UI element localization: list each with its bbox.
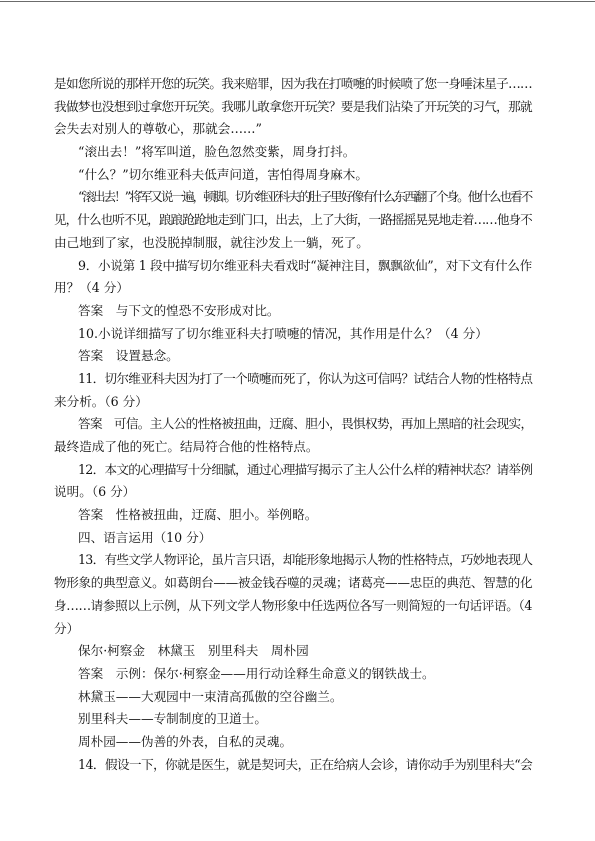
- document-body: [54, 73, 540, 776]
- text-line: 分）: [54, 620, 80, 636]
- question-9: 9．小说第 1 段中描写切尔维亚科夫看戏时“凝神注目，飘飘欲仙”，对下文有什么作: [78, 257, 532, 273]
- question-12: 12．本文的心理描写十分细腻，通过心理描写揭示了主人公什么样的精神状态？请举例: [78, 461, 533, 477]
- text-line: 最终造成了他的死亡。结局符合他的性格特点。: [54, 439, 319, 454]
- text-line: 物形象的典型意义。如葛朗台——被金钱吞噬的灵魂；诸葛亮——忠臣的典范、智慧的化: [54, 575, 533, 591]
- question-14: 14．假设一下，你就是医生，就是契诃夫，正在给病人会诊，请你动手为别里科夫“会: [78, 756, 533, 772]
- text-line: 来分析。（6 分）: [54, 393, 148, 409]
- text-line: 身……请参照以上示例，从下列文学人物形象中任选两位各写一则简短的一句话评语。（4: [54, 597, 532, 613]
- answer-13: 答案 示例：保尔·柯察金——用行动诠释生命意义的钢铁战士。: [78, 665, 435, 681]
- text-line: 见，什么也听不见，踉踉跄跄地走到门口，出去，上了大街，一路摇摇晃晃地走着……他身不: [54, 212, 532, 228]
- question-13: 13．有些文学人物评论，虽片言只语，却能形象地揭示人物的性格特点，巧妙地表现人: [78, 552, 533, 568]
- text-line: 林黛玉——大观园中一束清高孤傲的空谷幽兰。: [78, 688, 343, 704]
- text-line: 会失去对别人的尊敬心，那就会……”: [54, 121, 262, 137]
- question-11: 11．切尔维亚科夫因为打了一个喷嚏而死了，你认为这可信吗？试结合人物的性格特点: [78, 370, 533, 386]
- text-line: 由己地到了家，也没脱掉制服，就往沙发上一躺，死了。: [54, 234, 369, 250]
- text-line: 是如您所说的那样开您的玩笑。我来赔罪，因为我在打喷嚏的时候喷了您一身唾沫星子……: [54, 76, 533, 91]
- answer-9: 答案 与下文的惶恐不安形成对比。: [78, 302, 280, 318]
- text-line: 别里科夫——专制制度的卫道士。: [78, 711, 267, 727]
- text-line: 我做梦也没想到过拿您开玩笑。我哪儿敢拿您开玩笑？要是我们沾染了开玩笑的习气，那就: [54, 98, 533, 114]
- text-line: “滚出去！”将军又说一遍，顿脚。切尔维亚科夫的肚子里好像有什么东西翻了个身。他什么也看不: [78, 189, 532, 205]
- section-heading: 四、语言运用（10 分）: [78, 529, 212, 545]
- text-line: 用？（4 分）: [54, 280, 129, 296]
- answer-11: 答案 可信。主人公的性格被扭曲，迂腐、胆小，畏惧权势，再加上黑暗的社会现实，: [78, 416, 533, 432]
- answer-10: 答案 设置悬念。: [78, 348, 179, 364]
- question-10: 10.小说详细描写了切尔维亚科夫打喷嚏的情况，其作用是什么？（4 分）: [78, 325, 488, 341]
- page-top-rule: [0, 1, 595, 2]
- text-line: “什么？”切尔维亚科夫低声问道，害怕得周身麻木。: [78, 166, 368, 182]
- text-line: “滚出去！”将军叫道，脸色忽然变紫，周身打抖。: [78, 144, 356, 160]
- text-line: 说明。（6 分）: [54, 484, 136, 500]
- character-list: 保尔·柯察金 林黛玉 别里科夫 周朴园: [78, 643, 309, 659]
- text-line: 周朴园——伪善的外表，自私的灵魂。: [78, 733, 293, 749]
- answer-12: 答案 性格被扭曲，迂腐、胆小。举例略。: [78, 507, 318, 523]
